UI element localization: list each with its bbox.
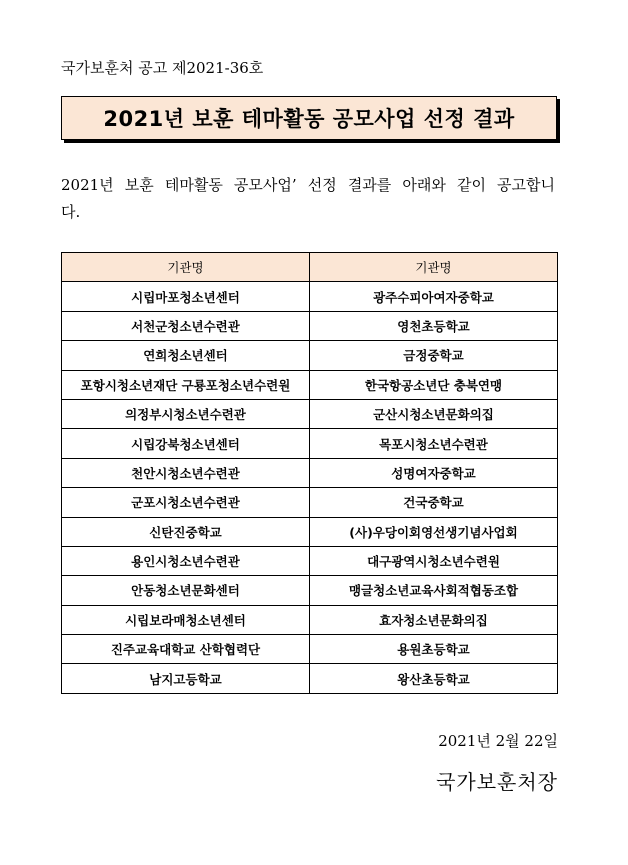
table-cell: 왕산초등학교 <box>310 664 558 693</box>
table-cell: 성명여자중학교 <box>310 458 558 487</box>
table-cell: 용원초등학교 <box>310 635 558 664</box>
table-row <box>62 458 558 487</box>
table-row <box>62 576 558 605</box>
table-cell: 한국항공소년단 충북연맹 <box>310 370 558 399</box>
table-cell: 서천군청소년수련관 <box>62 311 310 340</box>
table-row <box>62 429 558 458</box>
table-cell: 안동청소년문화센터 <box>62 576 310 605</box>
table-row <box>62 341 558 370</box>
table-row <box>62 370 558 399</box>
title-box <box>61 96 557 140</box>
table-cell: 용인시청소년수련관 <box>62 546 310 575</box>
table-cell: 남지고등학교 <box>62 664 310 693</box>
table-header-row <box>62 253 558 282</box>
issuer-signature: 국가보훈처장 <box>436 770 558 794</box>
table-cell: 군산시청소년문화의집 <box>310 399 558 428</box>
table-body <box>62 282 558 693</box>
table-cell: 대구광역시청소년수련원 <box>310 546 558 575</box>
table-cell: 목포시청소년수련관 <box>310 429 558 458</box>
column-header: 기관명 <box>310 253 558 282</box>
table-cell: 시립마포청소년센터 <box>62 282 310 311</box>
table-cell: 영천초등학교 <box>310 311 558 340</box>
table-cell: 맹글청소년교육사회적협동조합 <box>310 576 558 605</box>
table-row <box>62 311 558 340</box>
table-cell: 의정부시청소년수련관 <box>62 399 310 428</box>
selection-table <box>61 252 558 694</box>
table-row <box>62 664 558 693</box>
table-cell: 포항시청소년재단 구룡포청소년수련원 <box>62 370 310 399</box>
table-row <box>62 282 558 311</box>
table-cell: 금정중학교 <box>310 341 558 370</box>
table-cell: 시립보라매청소년센터 <box>62 605 310 634</box>
table-cell: 건국중학교 <box>310 488 558 517</box>
table-cell: 효자청소년문화의집 <box>310 605 558 634</box>
table-row <box>62 605 558 634</box>
table-row <box>62 399 558 428</box>
table-row <box>62 488 558 517</box>
table-cell: 진주교육대학교 산학협력단 <box>62 635 310 664</box>
table-row <box>62 546 558 575</box>
page-title: 2021년 보훈 테마활동 공모사업 선정 결과 <box>103 107 515 131</box>
table-row <box>62 517 558 546</box>
column-header: 기관명 <box>62 253 310 282</box>
intro-paragraph: 2021년 보훈 테마활동 공모사업’ 선정 결과를 아래와 같이 공고합니다. <box>61 176 555 221</box>
table-row <box>62 635 558 664</box>
announcement-date: 2021년 2월 22일 <box>438 732 558 750</box>
table-cell: 천안시청소년수련관 <box>62 458 310 487</box>
table-cell: 신탄진중학교 <box>62 517 310 546</box>
table-cell: (사)우당이회영선생기념사업회 <box>310 517 558 546</box>
table-cell: 연희청소년센터 <box>62 341 310 370</box>
table-cell: 군포시청소년수련관 <box>62 488 310 517</box>
notice-number: 국가보훈처 공고 제2021-36호 <box>61 59 264 77</box>
table-cell: 시립강북청소년센터 <box>62 429 310 458</box>
table-cell: 광주수피아여자중학교 <box>310 282 558 311</box>
